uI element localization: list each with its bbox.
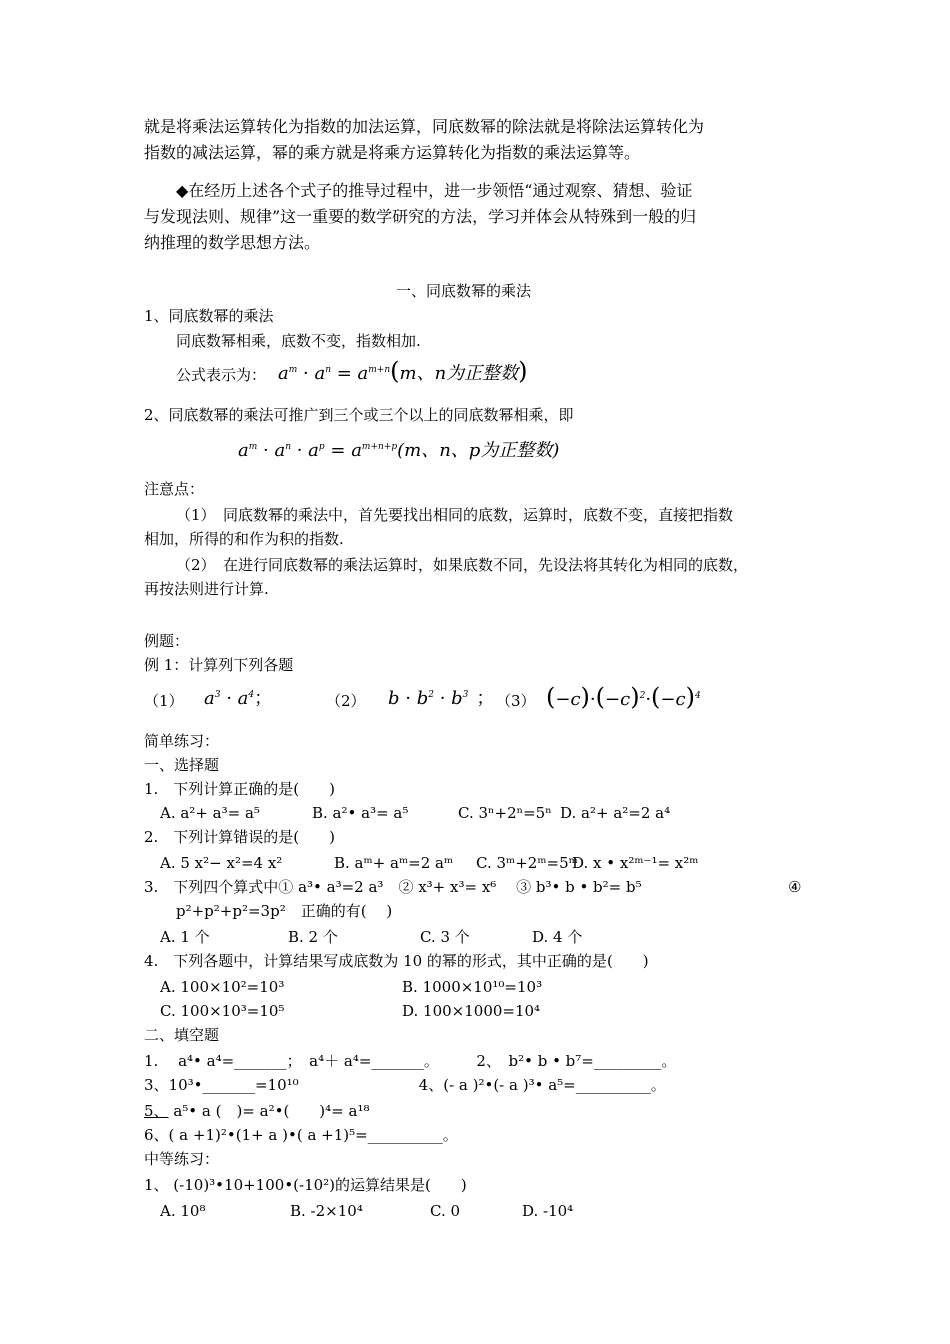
- fill-6: 6、( a +1)²•(1+ a )•( a +1)⁵=__________。: [144, 1126, 458, 1144]
- section-title: 一、同底数幂的乘法: [396, 282, 532, 300]
- rule2-heading: 2、同底数幂的乘法可推广到三个或三个以上的同底数幂相乘，即: [144, 406, 574, 424]
- q2-option-d: D. x • x²ᵐ⁻¹= x²ᵐ: [572, 854, 699, 872]
- q1-option-b: B. a²• a³= a⁵: [312, 804, 409, 822]
- rule1-statement: 同底数幂相乘，底数不变，指数相加.: [176, 332, 421, 350]
- q3-option-d: D. 4 个: [532, 928, 583, 946]
- example-1-expr-3: $(-c)\cdot(-c)^2\cdot(-c)^4$: [546, 683, 701, 711]
- simple-practice-heading: 简单练习：: [144, 732, 220, 750]
- q4-option-c: C. 100×10³=10⁵: [160, 1002, 285, 1020]
- intro-line-4: 与发现法则、规律”这一重要的数学研究的方法，学习并体会从特殊到一般的归: [144, 207, 697, 226]
- question-3-continued: p²+p²+p²=3p² 正确的有( ): [176, 902, 393, 920]
- q4-option-a: A. 100×10²=10³: [160, 978, 285, 996]
- question-4: 4. 下列各题中，计算结果写成底数为 10 的幂的形式，其中正确的是( ): [144, 952, 649, 970]
- formula-label: 公式表示为：: [176, 366, 267, 384]
- question-3: 3. 下列四个算式中① a³• a³=2 a³ ② x³+ x³= x⁶ ③ b³• b • b²= b⁵: [144, 878, 642, 896]
- q2-option-c: C. 3ᵐ+2ᵐ=5ᵐ: [476, 854, 578, 872]
- example-1-expr-2: $b \cdot b^2 \cdot b^3$ ；: [388, 688, 495, 709]
- medium-practice-heading: 中等练习：: [144, 1150, 220, 1168]
- intro-line-2: 指数的减法运算，幂的乘方就是将乘方运算转化为指数的乘法运算等。: [144, 143, 641, 162]
- note-2a: （2） 在进行同底数幂的乘法运算时，如果底数不同，先设法将其转化为相同的底数，: [176, 556, 749, 574]
- q1-option-d: D. a²+ a²=2 a⁴: [560, 804, 671, 822]
- question-2: 2. 下列计算错误的是( ): [144, 828, 336, 846]
- intro-line-5: 纳推理的数学思想方法。: [144, 233, 321, 252]
- rule1-heading: 1、同底数幂的乘法: [144, 307, 274, 325]
- q4-option-b: B. 1000×10¹⁰=10³: [402, 978, 543, 996]
- q4-option-d: D. 100×1000=10⁴: [402, 1002, 541, 1020]
- choice-heading: 一、选择题: [144, 756, 220, 774]
- question-1: 1. 下列计算正确的是( ): [144, 780, 336, 798]
- example-1-part-3-label: （3）: [496, 692, 536, 710]
- q3-option-c: C. 3 个: [420, 928, 470, 946]
- q2-option-a: A. 5 x²− x²=4 x²: [160, 854, 283, 872]
- formula-1-condition: m、n为正整数: [399, 363, 519, 384]
- m1-option-c: C. 0: [430, 1202, 461, 1220]
- formula-2-condition: (m、n、p为正整数): [397, 440, 560, 461]
- q1-option-a: A. a²+ a³= a⁵: [160, 804, 260, 822]
- example-1-part-2-label: （2）: [326, 692, 366, 710]
- intro-line-1: 就是将乘法运算转化为指数的加法运算，同底数幂的除法就是将除法运算转化为: [144, 117, 705, 136]
- m1-option-d: D. -10⁴: [522, 1202, 574, 1220]
- fill-heading: 二、填空题: [144, 1026, 220, 1044]
- medium-question-1: 1、 (-10)³•10+100•(-10²)的运算结果是( ): [144, 1176, 467, 1194]
- q3-option-a: A. 1 个: [160, 928, 210, 946]
- example-1-title: 例 1：计算列下列各题: [144, 656, 294, 674]
- fill-5-label: 5、: [144, 1102, 169, 1120]
- examples-heading: 例题：: [144, 632, 190, 650]
- q3-option-b: B. 2 个: [288, 928, 338, 946]
- note-2b: 再按法则进行计算.: [144, 580, 269, 598]
- question-3-item-4: ④: [788, 878, 802, 896]
- m1-option-a: A. 10⁸: [160, 1202, 206, 1220]
- example-1-part-1-label: （1）: [144, 692, 184, 710]
- intro-line-3: ◆在经历上述各个式子的推导过程中，进一步领悟“通过观察、猜想、验证: [176, 181, 693, 200]
- formula-1: $a^m \cdot a^n = a^{m+n}(m$、n为正整数): [278, 357, 528, 385]
- notes-heading: 注意点：: [144, 480, 205, 498]
- fill-3-4: 3、10³•_______=10¹⁰ 4、(- a )²•(- a )³• a⁵=__________。: [144, 1076, 666, 1094]
- note-1b: 相加，所得的和作为积的指数.: [144, 530, 344, 548]
- m1-option-b: B. -2×10⁴: [290, 1202, 363, 1220]
- formula-2: $a^m \cdot a^n \cdot a^p = a^{m+n+p}(m$、n、p为正整数): [238, 440, 560, 461]
- q2-option-b: B. aᵐ+ aᵐ=2 aᵐ: [334, 854, 454, 872]
- note-1a: （1） 同底数幂的乘法中，首先要找出相同的底数，运算时，底数不变，直接把指数: [176, 506, 734, 524]
- example-1-expr-1: $a^3 \cdot a^4$；: [204, 688, 273, 709]
- q1-option-c: C. 3ⁿ+2ⁿ=5ⁿ: [458, 804, 552, 822]
- fill-1-2: 1. a⁴• a⁴=_______； a⁴＋ a⁴=_______。 2、 b²• b • b⁷=_________。: [144, 1052, 677, 1070]
- fill-5: 5、 a⁵• a ( )= a²•( )⁴= a¹⁸: [144, 1102, 370, 1120]
